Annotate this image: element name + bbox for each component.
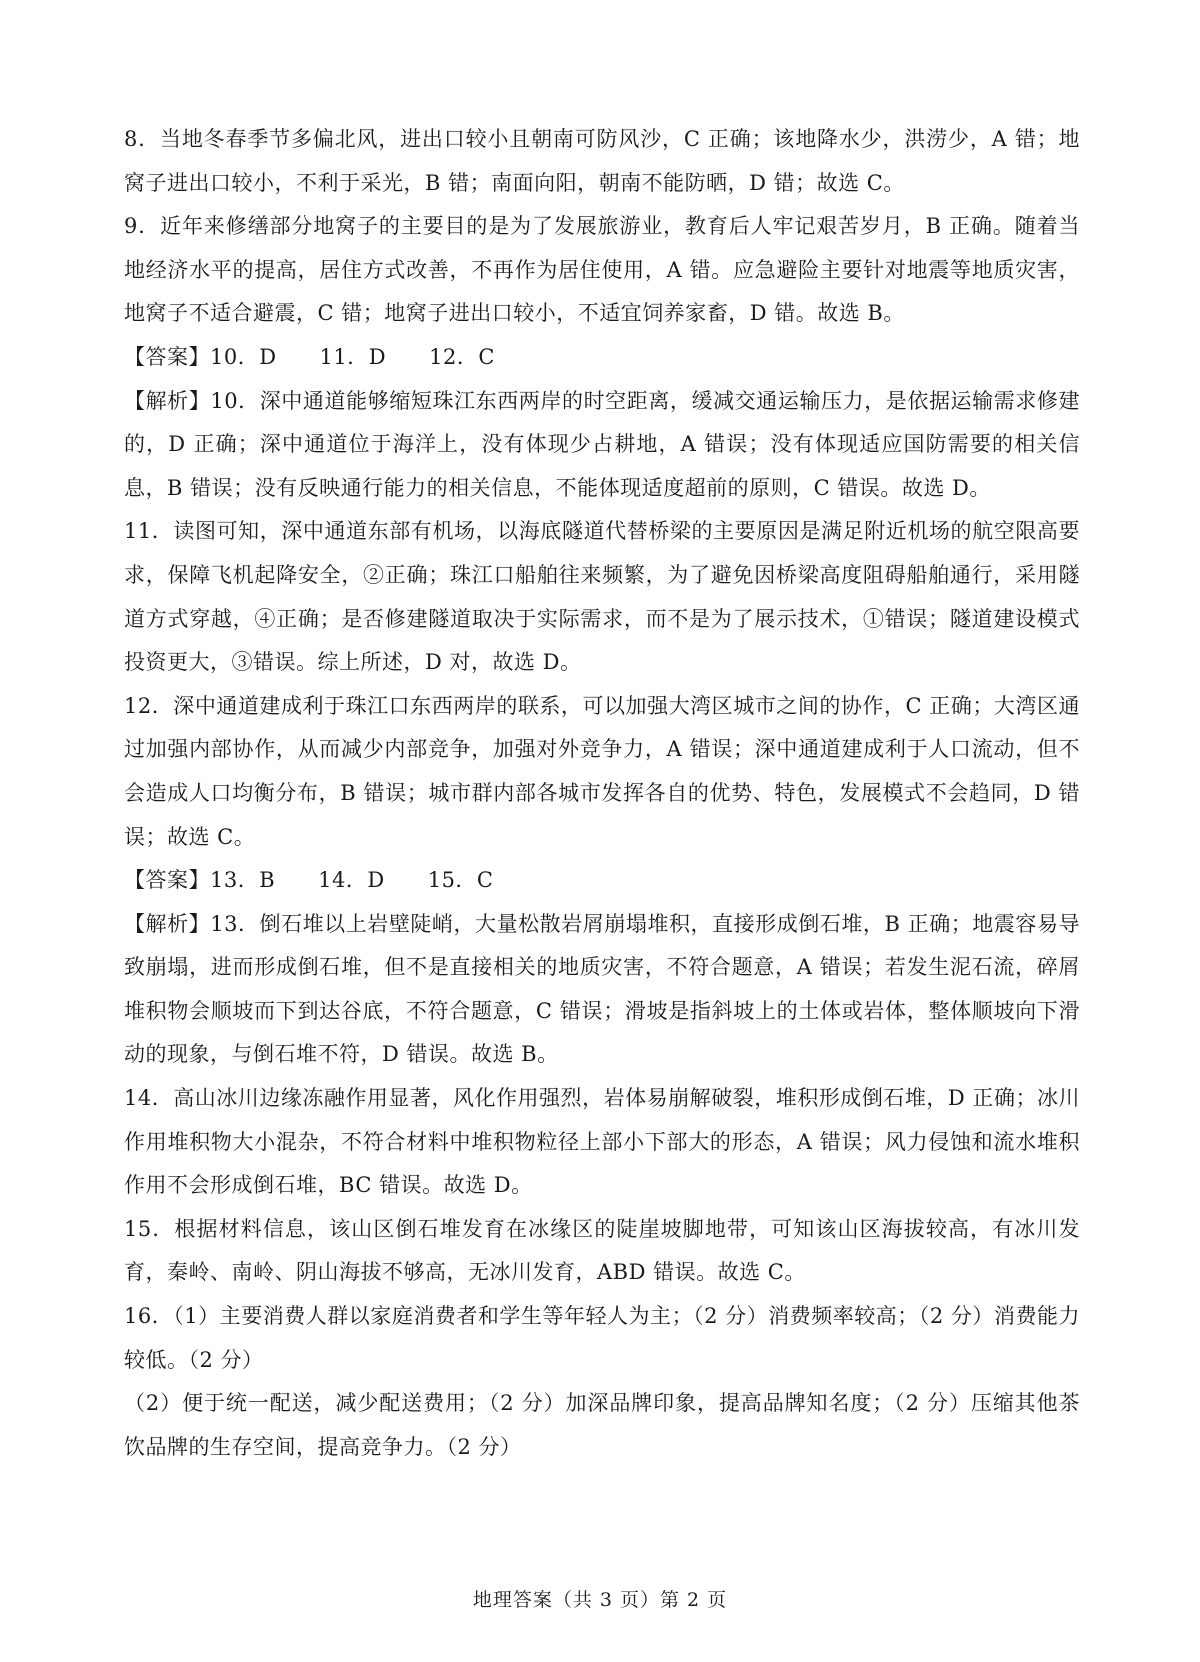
answer-paragraph-q8: 8．当地冬春季节多偏北风，进出口较小且朝南可防风沙，C 正确；该地降水少，洪涝少，A 错；地窝子进出口较小，不利于采光，B 错；南面向阳，朝南不能防晒，D 错；故选 C。 <box>124 127 1080 195</box>
answer-key-13-15: 【答案】13．B 14．D 15．C <box>124 868 494 893</box>
analysis-paragraph-q12: 12．深中通道建成利于珠江口东西两岸的联系，可以加强大湾区城市之间的协作，C 正确；大湾区通过加强内部协作，从而减少内部竞争，加强对外竞争力，A 错误；深中通道建成利于人口流动，但不会造成人口均衡分布，B 错误；城市群内部各城市发挥各自的优势、特色，发展模式不会趋同，D 错误；故选 C。 <box>124 693 1080 849</box>
answer-key-10-12: 【答案】10．D 11．D 12．C <box>124 344 495 369</box>
answer-paragraph-q9: 9．近年来修缮部分地窝子的主要目的是为了发展旅游业，教育后人牢记艰苦岁月，B 正确。随着当地经济水平的提高，居住方式改善，不再作为居住使用，A 错。应急避险主要针对地震等地质灾害，地窝子不适合避震，C 错；地窝子进出口较小，不适宜饲养家畜，D 错。故选 B。 <box>124 214 1080 326</box>
analysis-paragraph-q11: 11．读图可知，深中通道东部有机场，以海底隧道代替桥梁的主要原因是满足附近机场的航空限高要求，保障飞机起降安全，②正确；珠江口船舶往来频繁，为了避免因桥梁高度阻碍船舶通行，采用隧道方式穿越，④正确；是否修建隧道取决于实际需求，而不是为了展示技术，①错误；隧道建设模式投资更大，③错误。综上所述，D 对，故选 D。 <box>124 519 1080 675</box>
analysis-paragraph-q15: 15．根据材料信息，该山区倒石堆发育在冰缘区的陡崖坡脚地带，可知该山区海拔较高，有冰川发育，秦岭、南岭、阴山海拔不够高，无冰川发育，ABD 错误。故选 C。 <box>124 1216 1080 1285</box>
analysis-paragraph-q14: 14．高山冰川边缘冻融作用显著，风化作用强烈，岩体易崩解破裂，堆积形成倒石堆，D 正确；冰川作用堆积物大小混杂，不符合材料中堆积物粒径上部小下部大的形态，A 错误；风力侵蚀和流水堆积作用不会形成倒石堆，BC 错误。故选 D。 <box>124 1086 1080 1198</box>
answer-body <box>124 118 1080 1469</box>
analysis-paragraph-q13: 【解析】13．倒石堆以上岩壁陡峭，大量松散岩屑崩塌堆积，直接形成倒石堆，B 正确；地震容易导致崩塌，进而形成倒石堆，但不是直接相关的地质灾害，不符合题意，A 错误；若发生泥石流，碎屑堆积物会顺坡而下到达谷底，不符合题意，C 错误；滑坡是指斜坡上的土体或岩体，整体顺坡向下滑动的现象，与倒石堆不符，D 错误。故选 B。 <box>124 911 1080 1067</box>
page-footer: 地理答案（共 3 页）第 2 页 <box>472 1589 728 1611</box>
analysis-paragraph-q10: 【解析】10．深中通道能够缩短珠江东西两岸的时空距离，缓减交通运输压力，是依据运输需求修建的，D 正确；深中通道位于海洋上，没有体现少占耕地，A 错误；没有体现适应国防需要的相关信息，B 错误；没有反映通行能力的相关信息，不能体现适度超前的原则，C 错误。故选 D。 <box>124 388 1080 500</box>
answer-paragraph-q16-part2: （2）便于统一配送，减少配送费用；（2 分）加深品牌印象，提高品牌知名度；（2 分）压缩其他茶饮品牌的生存空间，提高竞争力。（2 分） <box>124 1391 1080 1459</box>
answer-paragraph-q16-part1: 16．（1）主要消费人群以家庭消费者和学生等年轻人为主；（2 分）消费频率较高；（2 分）消费能力较低。（2 分） <box>124 1304 1080 1372</box>
